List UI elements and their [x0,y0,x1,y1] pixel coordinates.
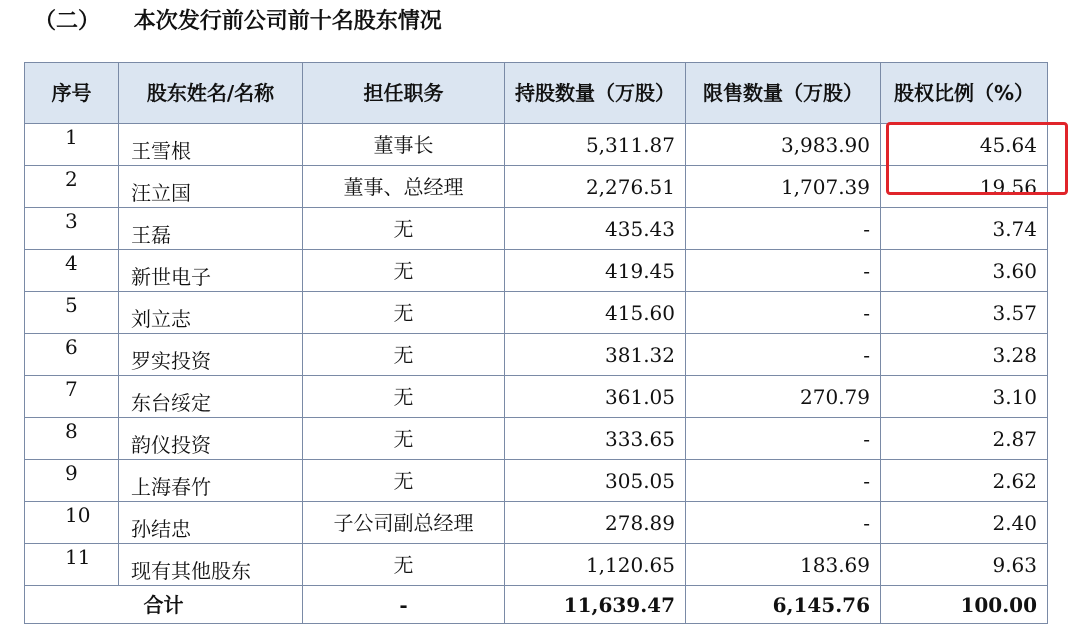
equity-ratio: 3.57 [881,292,1048,334]
position: 董事、总经理 [303,166,505,208]
total-label: 合计 [25,586,303,624]
equity-ratio: 3.28 [881,334,1048,376]
position: 子公司副总经理 [303,502,505,544]
shares-held: 361.05 [505,376,686,418]
column-header: 股权比例（%） [881,63,1048,124]
row-index: 9 [25,460,119,502]
table-row [25,334,1048,376]
shares-held: 2,276.51 [505,166,686,208]
position: 无 [303,418,505,460]
shareholder-name: 刘立志 [119,292,303,334]
equity-ratio: 3.60 [881,250,1048,292]
shareholder-name: 韵仪投资 [119,418,303,460]
total-shares: 11,639.47 [505,586,686,624]
shares-held: 435.43 [505,208,686,250]
shareholder-name: 新世电子 [119,250,303,292]
shares-held: 381.32 [505,334,686,376]
table-row [25,292,1048,334]
table-row [25,124,1048,166]
shareholder-name: 汪立国 [119,166,303,208]
position: 董事长 [303,124,505,166]
restricted-shares: - [686,334,881,376]
row-index: 2 [25,166,119,208]
column-header: 担任职务 [303,63,505,124]
restricted-shares: 3,983.90 [686,124,881,166]
row-index: 4 [25,250,119,292]
row-index: 6 [25,334,119,376]
position: 无 [303,208,505,250]
section-number: （二） [34,9,101,34]
restricted-shares: 183.69 [686,544,881,586]
row-index: 1 [25,124,119,166]
column-header: 序号 [25,63,119,124]
equity-ratio: 2.62 [881,460,1048,502]
restricted-shares: 270.79 [686,376,881,418]
shares-held: 419.45 [505,250,686,292]
table-row [25,544,1048,586]
total-ratio: 100.00 [881,586,1048,624]
row-index: 3 [25,208,119,250]
shares-held: 5,311.87 [505,124,686,166]
position: 无 [303,334,505,376]
restricted-shares: - [686,208,881,250]
restricted-shares: - [686,502,881,544]
shareholder-name: 罗实投资 [119,334,303,376]
total-row [25,586,1048,624]
equity-ratio: 9.63 [881,544,1048,586]
total-restricted: 6,145.76 [686,586,881,624]
section-title: 本次发行前公司前十名股东情况 [133,9,442,34]
equity-ratio: 2.40 [881,502,1048,544]
position: 无 [303,250,505,292]
position: 无 [303,376,505,418]
restricted-shares: - [686,460,881,502]
shares-held: 1,120.65 [505,544,686,586]
row-index: 7 [25,376,119,418]
column-header: 持股数量（万股） [505,63,686,124]
row-index: 8 [25,418,119,460]
shareholder-name: 孙结忠 [119,502,303,544]
table-row [25,208,1048,250]
position: 无 [303,460,505,502]
equity-ratio: 2.87 [881,418,1048,460]
table-row [25,460,1048,502]
row-index: 5 [25,292,119,334]
equity-ratio: 45.64 [881,124,1048,166]
position: 无 [303,544,505,586]
table-row [25,502,1048,544]
section-heading [34,4,442,35]
shareholder-name: 上海春竹 [119,460,303,502]
restricted-shares: - [686,250,881,292]
shares-held: 415.60 [505,292,686,334]
row-index: 10 [25,502,119,544]
restricted-shares: - [686,418,881,460]
shareholder-name: 现有其他股东 [119,544,303,586]
shareholder-name: 王磊 [119,208,303,250]
table-row [25,166,1048,208]
shareholder-name: 王雪根 [119,124,303,166]
restricted-shares: - [686,292,881,334]
restricted-shares: 1,707.39 [686,166,881,208]
total-role: - [303,586,505,624]
equity-ratio: 3.74 [881,208,1048,250]
table-row [25,250,1048,292]
column-header: 股东姓名/名称 [119,63,303,124]
column-header: 限售数量（万股） [686,63,881,124]
shares-held: 305.05 [505,460,686,502]
shares-held: 278.89 [505,502,686,544]
position: 无 [303,292,505,334]
table-row [25,376,1048,418]
row-index: 11 [25,544,119,586]
table-row [25,418,1048,460]
shares-held: 333.65 [505,418,686,460]
shareholders-table [24,62,1048,624]
table-header-row [25,63,1048,124]
shareholder-name: 东台绥定 [119,376,303,418]
equity-ratio: 3.10 [881,376,1048,418]
equity-ratio: 19.56 [881,166,1048,208]
